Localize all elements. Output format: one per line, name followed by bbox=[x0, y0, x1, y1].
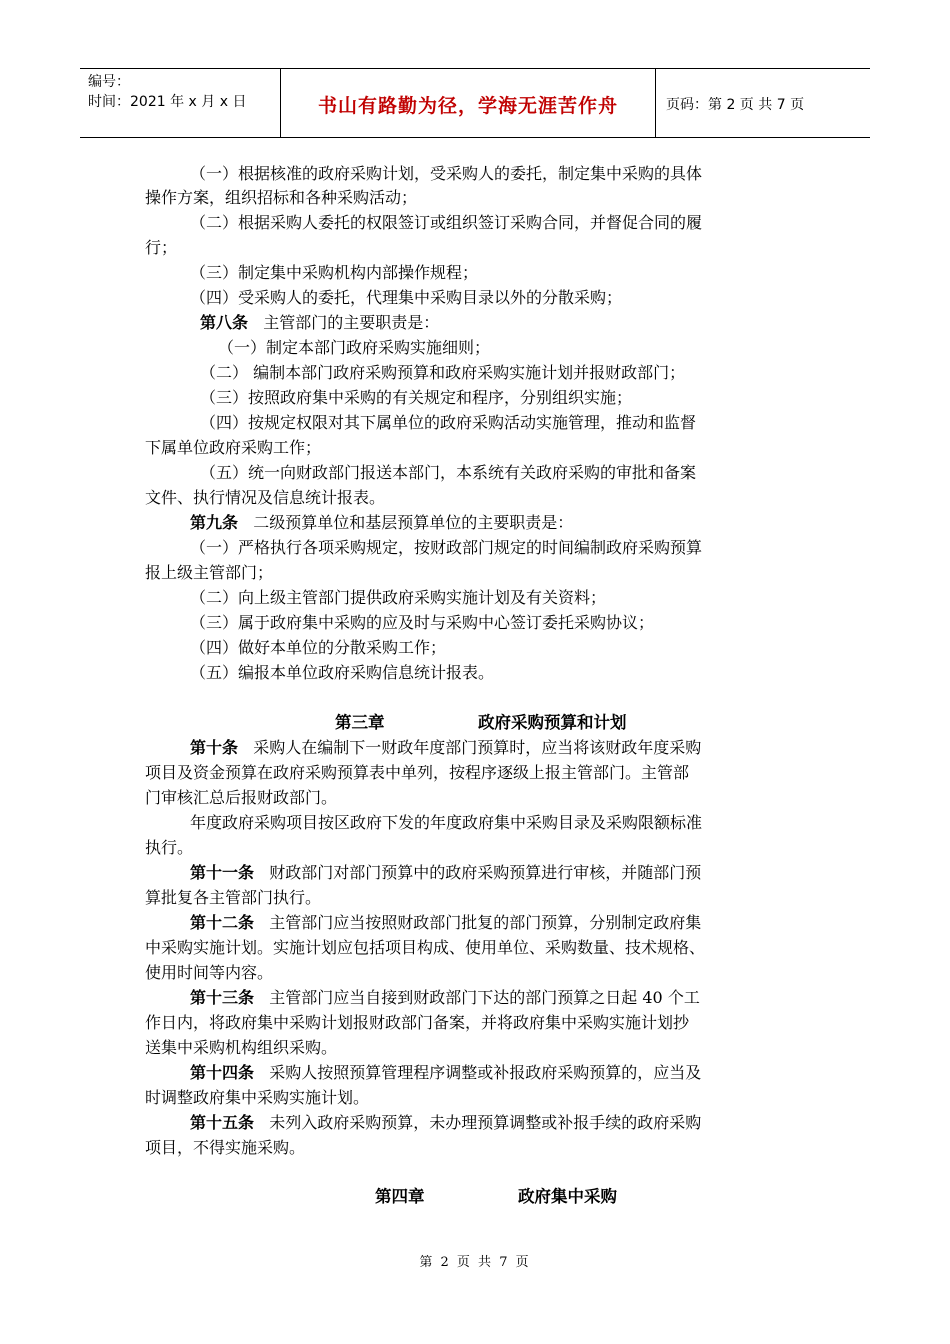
article-label: 第十二条 bbox=[190, 913, 255, 932]
chapter-3-number: 第三章 bbox=[335, 713, 385, 732]
page-footer: 第 2 页 共 7 页 bbox=[419, 1255, 531, 1270]
article-text: 主管部门的主要职责是： bbox=[263, 313, 440, 332]
article-text: 采购人在编制下一财政年度部门预算时，应当将该财政年度采购 bbox=[253, 738, 702, 757]
article-text: 主管部门应当按照财政部门批复的部门预算，分别制定政府集 bbox=[269, 913, 702, 932]
article-8 bbox=[200, 310, 439, 333]
body-line: 使用时间等内容。 bbox=[145, 963, 274, 982]
header-meta-cell bbox=[80, 69, 281, 137]
date-label: 时间：2021 年 x 月 x 日 bbox=[88, 94, 247, 110]
body-line: 作日内，将政府集中采购计划报财政部门备案，并将政府集中采购实施计划抄 bbox=[145, 1013, 690, 1032]
body-line: （四）做好本单位的分散采购工作； bbox=[190, 638, 447, 657]
header-page-label: 页码：第 2 页 共 7 页 bbox=[666, 97, 805, 113]
body-line: （五）统一向财政部门报送本部门，本系统有关政府采购的审批和备案 bbox=[200, 463, 697, 482]
chapter-3-title: 政府采购预算和计划 bbox=[478, 713, 627, 732]
body-line: （二） 编制本部门政府采购预算和政府采购实施计划并报财政部门； bbox=[200, 363, 686, 382]
body-line: 报上级主管部门； bbox=[145, 563, 274, 582]
body-line: 操作方案，组织招标和各种采购活动； bbox=[145, 188, 418, 207]
body-line: 门审核汇总后报财政部门。 bbox=[145, 788, 338, 807]
article-label: 第十一条 bbox=[190, 863, 255, 882]
body-line: 项目，不得实施采购。 bbox=[145, 1138, 306, 1157]
header-motto-cell bbox=[281, 69, 656, 137]
article-14 bbox=[190, 1060, 701, 1083]
body-line: 文件、执行情况及信息统计报表。 bbox=[145, 488, 386, 507]
body-line: 中采购实施计划。实施计划应包括项目构成、使用单位、采购数量、技术规格、 bbox=[145, 938, 706, 957]
body-line: （三）属于政府集中采购的应及时与采购中心签订委托采购协议； bbox=[190, 613, 655, 632]
body-line: 项目及资金预算在政府采购预算表中单列，按程序逐级上报主管部门。主管部 bbox=[145, 763, 690, 782]
page-header bbox=[80, 68, 870, 138]
article-text: 二级预算单位和基层预算单位的主要职责是： bbox=[253, 513, 574, 532]
article-text: 采购人按照预算管理程序调整或补报政府采购预算的，应当及 bbox=[269, 1063, 702, 1082]
body-line: （一）严格执行各项采购规定，按财政部门规定的时间编制政府采购预算 bbox=[190, 538, 703, 557]
body-line: （四）按规定权限对其下属单位的政府采购活动实施管理，推动和监督 bbox=[200, 413, 697, 432]
body-line: 行； bbox=[145, 238, 178, 257]
body-line: 执行。 bbox=[145, 838, 194, 857]
body-line: （四）受采购人的委托，代理集中采购目录以外的分散采购； bbox=[190, 288, 623, 307]
body-line: 下属单位政府采购工作； bbox=[145, 438, 322, 457]
body-line: （二）根据采购人委托的权限签订或组织签订采购合同，并督促合同的履 bbox=[190, 213, 703, 232]
body-line: （五）编报本单位政府采购信息统计报表。 bbox=[190, 663, 495, 682]
article-15 bbox=[190, 1110, 701, 1133]
article-label: 第八条 bbox=[200, 313, 249, 332]
article-label: 第十条 bbox=[190, 738, 239, 757]
body-line: 算批复各主管部门执行。 bbox=[145, 888, 322, 907]
article-10 bbox=[190, 735, 701, 758]
chapter-4-title: 政府集中采购 bbox=[518, 1187, 617, 1206]
motto-text: 书山有路勤为径，学海无涯苦作舟 bbox=[317, 95, 618, 117]
article-11 bbox=[190, 860, 701, 883]
body-line: 时调整政府集中采购实施计划。 bbox=[145, 1088, 370, 1107]
body-line: （三）按照政府集中采购的有关规定和程序，分别组织实施； bbox=[200, 388, 633, 407]
body-line: （三）制定集中采购机构内部操作规程； bbox=[190, 263, 479, 282]
article-12 bbox=[190, 910, 701, 933]
body-line: 送集中采购机构组织采购。 bbox=[145, 1038, 338, 1057]
header-page-cell bbox=[656, 69, 870, 137]
article-label: 第十五条 bbox=[190, 1113, 255, 1132]
article-13 bbox=[190, 985, 700, 1008]
article-label: 第十三条 bbox=[190, 988, 255, 1007]
body-line: （二）向上级主管部门提供政府采购实施计划及有关资料； bbox=[190, 588, 607, 607]
body-line: （一）根据核准的政府采购计划，受采购人的委托，制定集中采购的具体 bbox=[190, 164, 703, 183]
serial-label: 编号： bbox=[88, 74, 130, 90]
body-line: 年度政府采购项目按区政府下发的年度政府集中采购目录及采购限额标准 bbox=[190, 813, 703, 832]
article-label: 第九条 bbox=[190, 513, 239, 532]
article-text: 主管部门应当自接到财政部门下达的部门预算之日起 40 个工 bbox=[269, 988, 700, 1007]
chapter-4-number: 第四章 bbox=[375, 1187, 425, 1206]
body-line: （一）制定本部门政府采购实施细则； bbox=[218, 338, 491, 357]
article-label: 第十四条 bbox=[190, 1063, 255, 1082]
article-text: 财政部门对部门预算中的政府采购预算进行审核，并随部门预 bbox=[269, 863, 702, 882]
article-text: 未列入政府采购预算，未办理预算调整或补报手续的政府采购 bbox=[269, 1113, 702, 1132]
article-9 bbox=[190, 510, 573, 533]
